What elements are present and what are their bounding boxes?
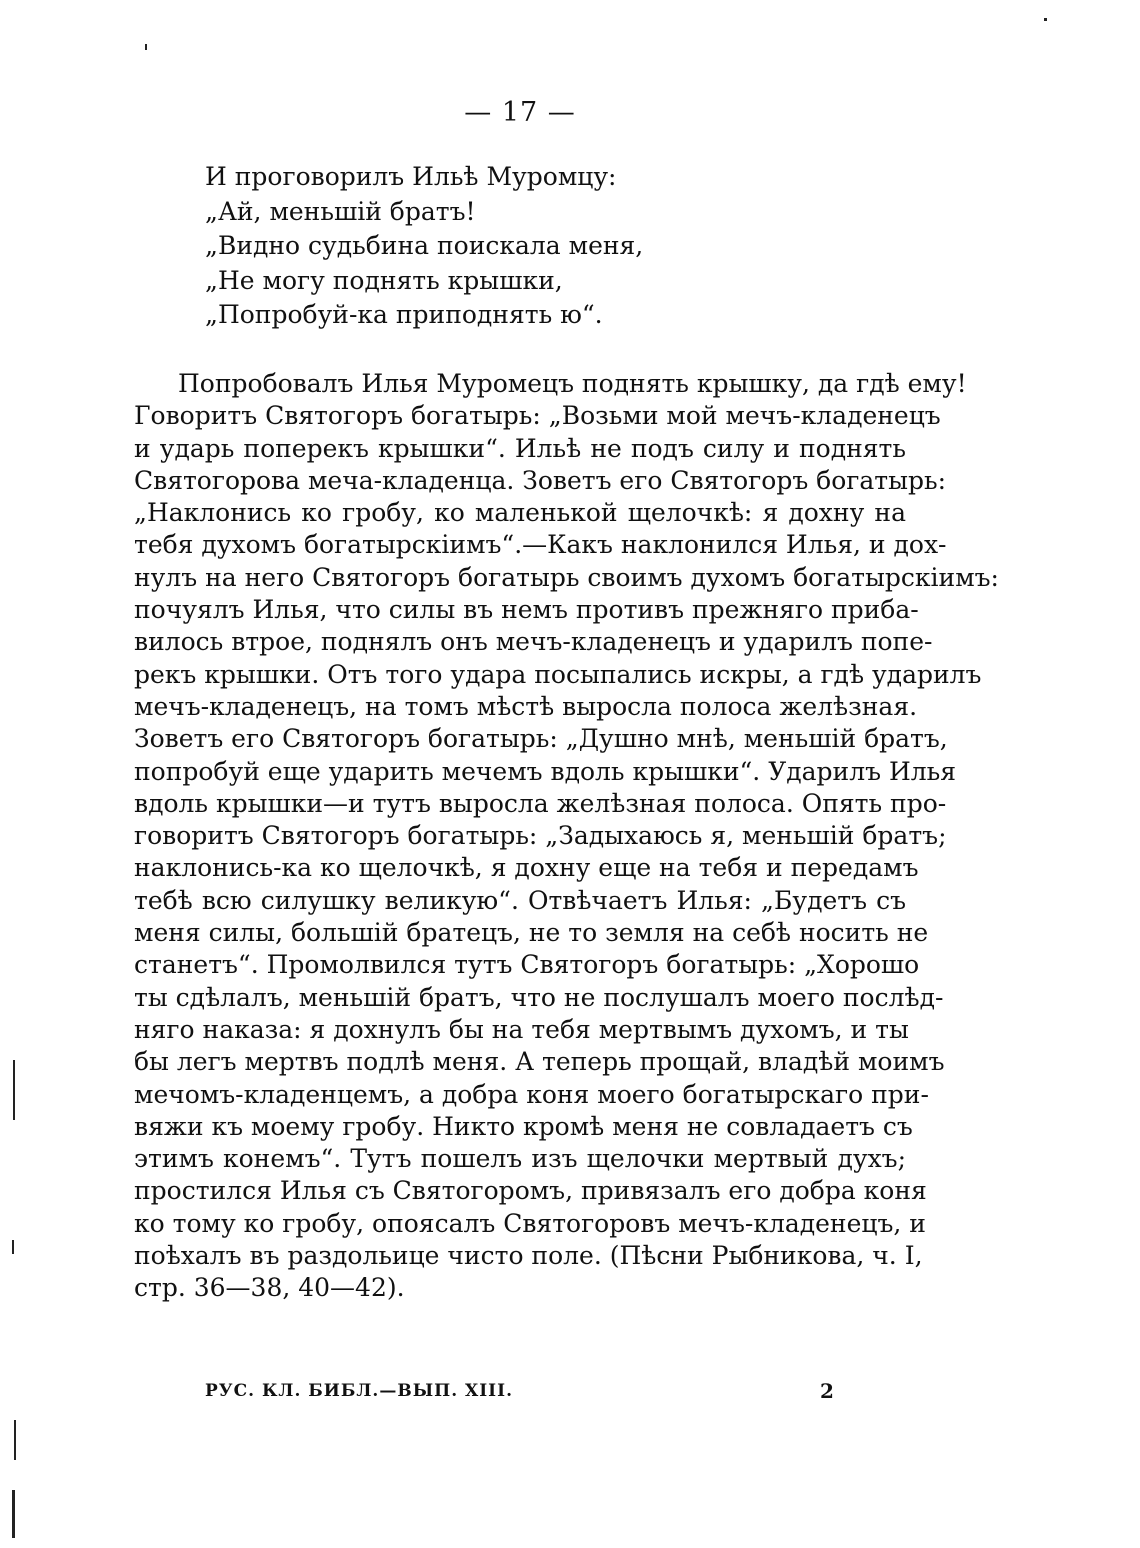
prose-line: меня силы, большій братецъ, не то земля на себѣ носить не xyxy=(134,918,929,948)
prose-line: тебя духомъ богатырскіимъ“.—Какъ наклонился Илья, и дох- xyxy=(134,530,947,560)
prose-line: Попробовалъ Илья Муромецъ поднять крышку, да гдѣ ему! xyxy=(178,369,967,398)
scan-speck xyxy=(12,1240,14,1254)
prose-line: и ударь поперекъ крышки“. Ильѣ не подъ силу и поднять xyxy=(134,433,906,463)
prose-line: этимъ конемъ“. Тутъ пошелъ изъ щелочки мертвый духъ; xyxy=(134,1144,906,1174)
scan-speck xyxy=(145,44,147,50)
prose-line: мечомъ-кладенцемъ, а добра коня моего богатырскаго при- xyxy=(134,1079,929,1109)
prose-line: няго наказа: я дохнулъ бы на тебя мертвымъ духомъ, и ты xyxy=(134,1014,909,1044)
prose-line: ко тому ко гробу, опоясалъ Святогоровъ мечъ-кладенецъ, и xyxy=(134,1208,926,1238)
prose-line: рекъ крышки. Отъ того удара посыпались искры, а гдѣ ударилъ xyxy=(134,659,982,689)
prose-line: тебѣ всю силушку великую“. Отвѣчаетъ Илья: „Будетъ съ xyxy=(134,885,906,915)
prose-line: станетъ“. Промолвился тутъ Святогоръ богатырь: „Хорошо xyxy=(134,950,920,980)
sheet-number: 2 xyxy=(820,1379,834,1403)
prose-line: Зоветъ его Святогоръ богатырь: „Душно мнѣ, меньшій братъ, xyxy=(134,724,948,754)
scan-speck xyxy=(12,1490,15,1538)
prose-line: ты сдѣлалъ, меньшій братъ, что не послушалъ моего послѣд- xyxy=(134,982,944,1012)
prose-line: нулъ на него Святогоръ богатырь своимъ духомъ богатырскіимъ: xyxy=(134,562,999,592)
prose-line: поѣхалъ въ раздольице чисто поле. (Пѣсни Рыбникова, ч. I, xyxy=(134,1241,923,1271)
prose-paragraph xyxy=(134,368,999,1305)
prose-line: бы легъ мертвъ подлѣ меня. А теперь прощай, владѣй моимъ xyxy=(134,1047,945,1077)
scan-speck xyxy=(14,1420,16,1460)
prose-line: мечъ-кладенецъ, на томъ мѣстѣ выросла полоса желѣзная. xyxy=(134,691,918,721)
prose-line: вяжи къ моему гробу. Никто кромѣ меня не совладаетъ съ xyxy=(134,1111,913,1141)
prose-line: вдоль крышки—и тутъ выросла желѣзная полоса. Опять про- xyxy=(134,788,947,818)
prose-line: вилось втрое, поднялъ онъ мечъ-кладенецъ и ударилъ попе- xyxy=(134,627,933,657)
prose-line: почуялъ Илья, что силы въ немъ противъ прежняго приба- xyxy=(134,595,919,625)
verse-line: И проговорилъ Ильѣ Муромцу: xyxy=(205,162,617,191)
prose-line: Говоритъ Святогоръ богатырь: „Возьми мой мечъ-кладенецъ xyxy=(134,401,941,431)
prose-line: говоритъ Святогоръ богатырь: „Задыхаюсь я, меньшій братъ; xyxy=(134,821,947,851)
prose-line: „Наклонись ко гробу, ко маленькой щелочкѣ: я дохну на xyxy=(134,498,906,528)
prose-line: попробуй еще ударить мечемъ вдоль крышки“. Ударилъ Илья xyxy=(134,756,957,786)
scan-speck xyxy=(13,1060,15,1120)
prose-line: простился Илья съ Святогоромъ, привязалъ его добра коня xyxy=(134,1176,927,1206)
printer-signature: РУС. КЛ. БИБЛ.—ВЫП. XIII. xyxy=(205,1381,513,1401)
scan-speck xyxy=(1044,18,1047,21)
verse-line: „Не могу поднять крышки, xyxy=(205,265,563,295)
verse-line: „Видно судьбина поискала меня, xyxy=(205,231,644,260)
page-number: — 17 — xyxy=(464,97,576,128)
verse-line: „Попробуй-ка приподнять ю“. xyxy=(205,300,603,329)
verse-block xyxy=(205,160,643,333)
prose-line: наклонись-ка ко щелочкѣ, я дохну еще на тебя и передамъ xyxy=(134,853,919,883)
verse-line: „Ай, меньшій братъ! xyxy=(205,196,476,226)
prose-line: Святогорова меча-кладенца. Зоветъ его Святогоръ богатырь: xyxy=(134,465,947,495)
prose-line: стр. 36—38, 40—42). xyxy=(134,1273,405,1303)
